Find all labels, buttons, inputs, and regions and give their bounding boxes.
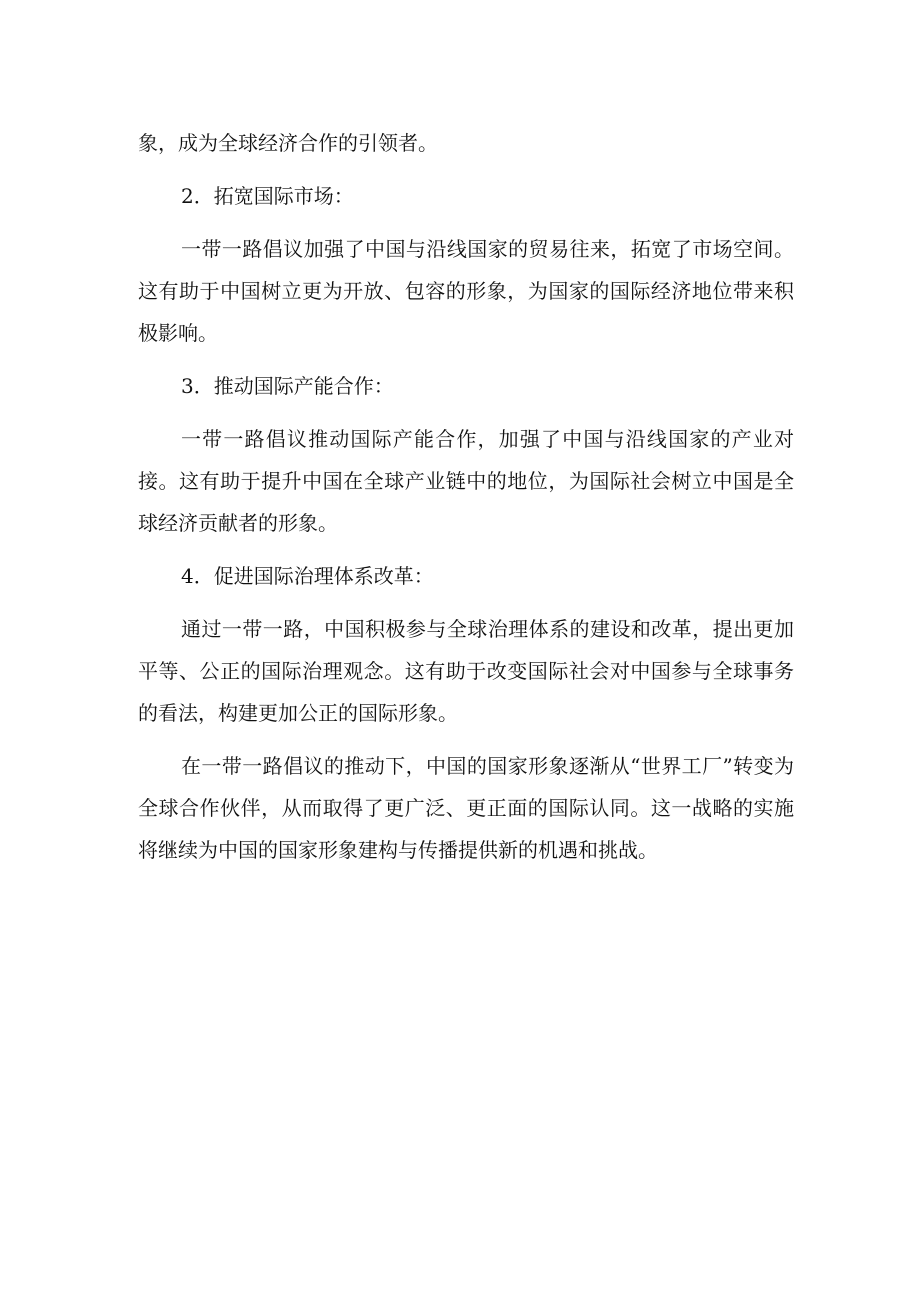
section-heading-4: 4．促进国际治理体系改革：: [181, 564, 434, 588]
paragraph-governance: 通过一带一路，中国积极参与全球治理体系的建设和改革，提出更加平等、公正的国际治理观念。这有助于改变国际社会对中国参与全球事务的看法，构建更加公正的国际形象。: [138, 617, 794, 725]
document-body: [138, 122, 794, 882]
paragraph-market: 一带一路倡议加强了中国与沿线国家的贸易往来，拓宽了市场空间。这有助于中国树立更为开放、包容的形象，为国家的国际经济地位带来积极影响。: [138, 237, 794, 345]
paragraph-conclusion: 在一带一路倡议的推动下，中国的国家形象逐渐从“世界工厂”转变为全球合作伙伴，从而取得了更广泛、更正面的国际认同。这一战略的实施将继续为中国的国家形象建构与传播提供新的机遇和挑战。: [138, 754, 794, 862]
paragraph-continuation: 象，成为全球经济合作的引领者。: [138, 131, 438, 155]
paragraph-capacity: 一带一路倡议推动国际产能合作，加强了中国与沿线国家的产业对接。这有助于提升中国在全球产业链中的地位，为国际社会树立中国是全球经济贡献者的形象。: [138, 427, 794, 535]
section-heading-2: 2．拓宽国际市场：: [181, 184, 354, 208]
section-heading-3: 3．推动国际产能合作：: [181, 374, 394, 398]
